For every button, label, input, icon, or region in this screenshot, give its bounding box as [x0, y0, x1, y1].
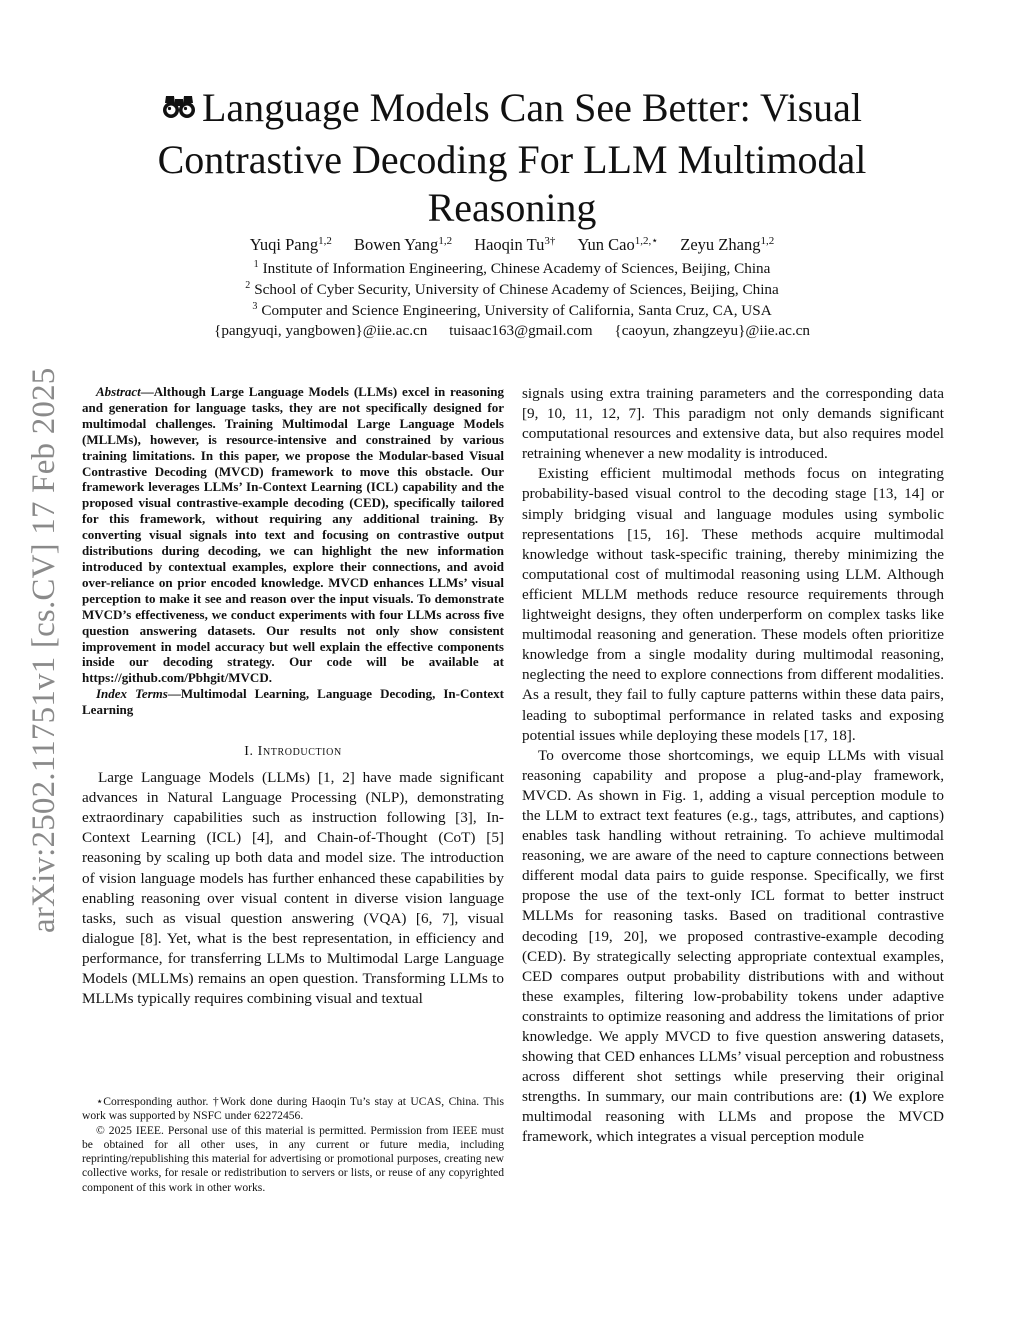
email: tuisaac163@gmail.com — [449, 322, 593, 339]
affiliation: $^3$ Computer and Science Engineering, University of California, Santa Cruz, CA, USA — [252, 301, 772, 319]
author: Zeyu Zhang$^{1,2}$ — [680, 235, 775, 254]
email: {pangyuqi, yangbowen}@iie.ac.cn — [214, 322, 428, 339]
title-text: Language Models Can See Better: Visual Contrastive Decoding For LLM Multimodal Reasoning — [157, 85, 867, 230]
abstract: Abstract—Although Large Language Models (LLMs) excel in reasoning and generation for language tasks, they are not specifically designed for multimodal challenges. Training Multimodal Large Language Models (MLLMs), however, is resource-intensive and constrained by various training limitations. In this paper, we propose the Modular-based Visual Contrastive Decoding (MVCD) framework to move this obstacle. Our framework leverages LLMs’ In-Context Learning (ICL) capability and the proposed visual contrastive-example decoding (CED), specifically tailored for this framework, without requiring any additional training. By converting visual signals into text and focusing on contrastive output distributions during decoding, we can highlight the new information introduced by contextual examples, explore their connections, and avoid over-reliance on prior encoded knowledge. MVCD enhances LLMs’ visual perception to make it see and reason over the input visuals. To demonstrate MVCD’s effectiveness, we conduct experiments with four LLMs across five question answering datasets. Our results not only show consistent improvement in model accuracy but well explain the effective components inside our decoding strategy. Our code will be available at https://github.com/Pbhgit/MVCD. — [82, 384, 504, 686]
footnote: ⋆Corresponding author. †Work done during Haoqin Tu’s stay at UCAS, China. This work was supported by NSFC under 62272456. — [82, 1095, 504, 1123]
copyright-notice: © 2025 IEEE. Personal use of this material is permitted. Permission from IEEE must be obtained for all other uses, in any current or future media, including reprinting/republishing this material for advertising or promotional purposes, creating new collective works, for resale or redistribution to servers or lists, or reuse of any copyrighted component of this work in other works. — [82, 1123, 504, 1194]
contribution-label: (1) — [848, 1088, 867, 1106]
affiliation: $^1$ Institute of Information Engineering, Chinese Academy of Sciences, Beijing, China — [253, 259, 771, 277]
index-terms: Index Terms—Multimodal Learning, Language Decoding, In-Context Learning — [82, 686, 505, 718]
footnotes — [82, 1095, 504, 1195]
paper-title — [100, 84, 924, 232]
affiliation: $^2$ School of Cyber Security, University of Chinese Academy of Sciences, Beijing, China — [245, 280, 779, 298]
arxiv-identifier: arXiv:2502.11751v1 [cs.CV] 17 Feb 2025 — [26, 367, 62, 933]
author: Haoqin $Tu^{3\dagger}$ — [474, 235, 556, 254]
author-emails — [100, 321, 924, 341]
author: Yuqi Pang$^{1,2}$ — [249, 235, 332, 254]
right-column — [522, 384, 944, 1148]
binoculars-icon — [162, 83, 196, 131]
body-paragraph: signals using extra training parameters and the corresponding data [9, 10, 11, 12, 7]. This paradigm not only demands significant computational resources and extensive data, but also requires model retraining whenever a new modality is introduced. — [522, 385, 944, 463]
author: Bowen Yang$^{1,2}$ — [353, 235, 453, 254]
body-paragraph: To overcome those shortcomings, we equip LLMs with visual reasoning capability and propose a plug-and-play framework, MVCD. As shown in Fig. 1, adding a visual perception module to the LLM to extract text features (e.g., tags, attributes, and captions) enables task handling without retraining. To achieve multimodal reasoning, we are aware of the need to capture connections between different modal data pairs to guide response. Specifically, we first propose the use of the text-only ICL format to better instruct MLLMs for reasoning tasks. Based on traditional contrastive decoding [19, 20], we proposed contrastive-example decoding (CED). By strategically selecting appropriate contextual examples, CED compares output probability distributions with and without these examples, filtering low-probability tokens under adaptive constraints to optimize reasoning and address the limitations of prior knowledge. We apply MVCD to five question answering datasets, showing that CED enhances LLMs’ visual perception and robustness across different shot settings while preserving their original strengths. In summary, our main contributions are: (1) We explore multimodal reasoning with LLMs and propose the MVCD framework, which integrates a visual perception module — [522, 746, 945, 1146]
section-heading: I. Introduction — [244, 744, 342, 760]
author: Yun Cao$^{1,2,⋆}$ — [577, 235, 659, 254]
left-column — [82, 384, 504, 1009]
intro-paragraph: Large Language Models (LLMs) [1, 2] have made significant advances in Natural Language Processing (NLP), demonstrating extraordinary capabilities such as instruction following [3], In-Context Learning (ICL) [4], and Chain-of-Thought (CoT) [5] reasoning by scaling up both data and model size. The introduction of vision language models has further enhanced these capabilities by enabling reasoning over visual content in diverse vision language tasks, such as visual question answering (VQA) [6, 7], visual dialogue [8]. Yet, what is the best representation, in efficiency and performance, for transferring LLMs to Multimodal Large Language Models (MLLMs) remains an open question. Transforming LLMs to MLLMs typically requires combining visual and textual — [82, 769, 504, 1008]
email: {caoyun, zhangzeyu}@iie.ac.cn — [614, 322, 810, 339]
author-list — [100, 234, 924, 256]
body-paragraph: Existing efficient multimodal methods focus on integrating probability-based visual control to the decoding stage [13, 14] or simply bridging visual and language modules using symbolic representations [15, 16]. These methods acquire multimodal knowledge without task-specific training, thereby minimizing the computational cost of multimodal reasoning using LLM. Although efficient MLLM methods reduce resource requirements through lightweight designs, they often underperform on complex tasks like multimodal reasoning and generation. These models often prioritize knowledge from a single modality during multimodal reasoning, neglecting the need to explore connections from different modalities. As a result, they fail to fully capture patterns within these data pairs, leading to suboptimal performance in related tasks and exposing potential issues while deploying these models [17, 18]. — [522, 465, 944, 744]
